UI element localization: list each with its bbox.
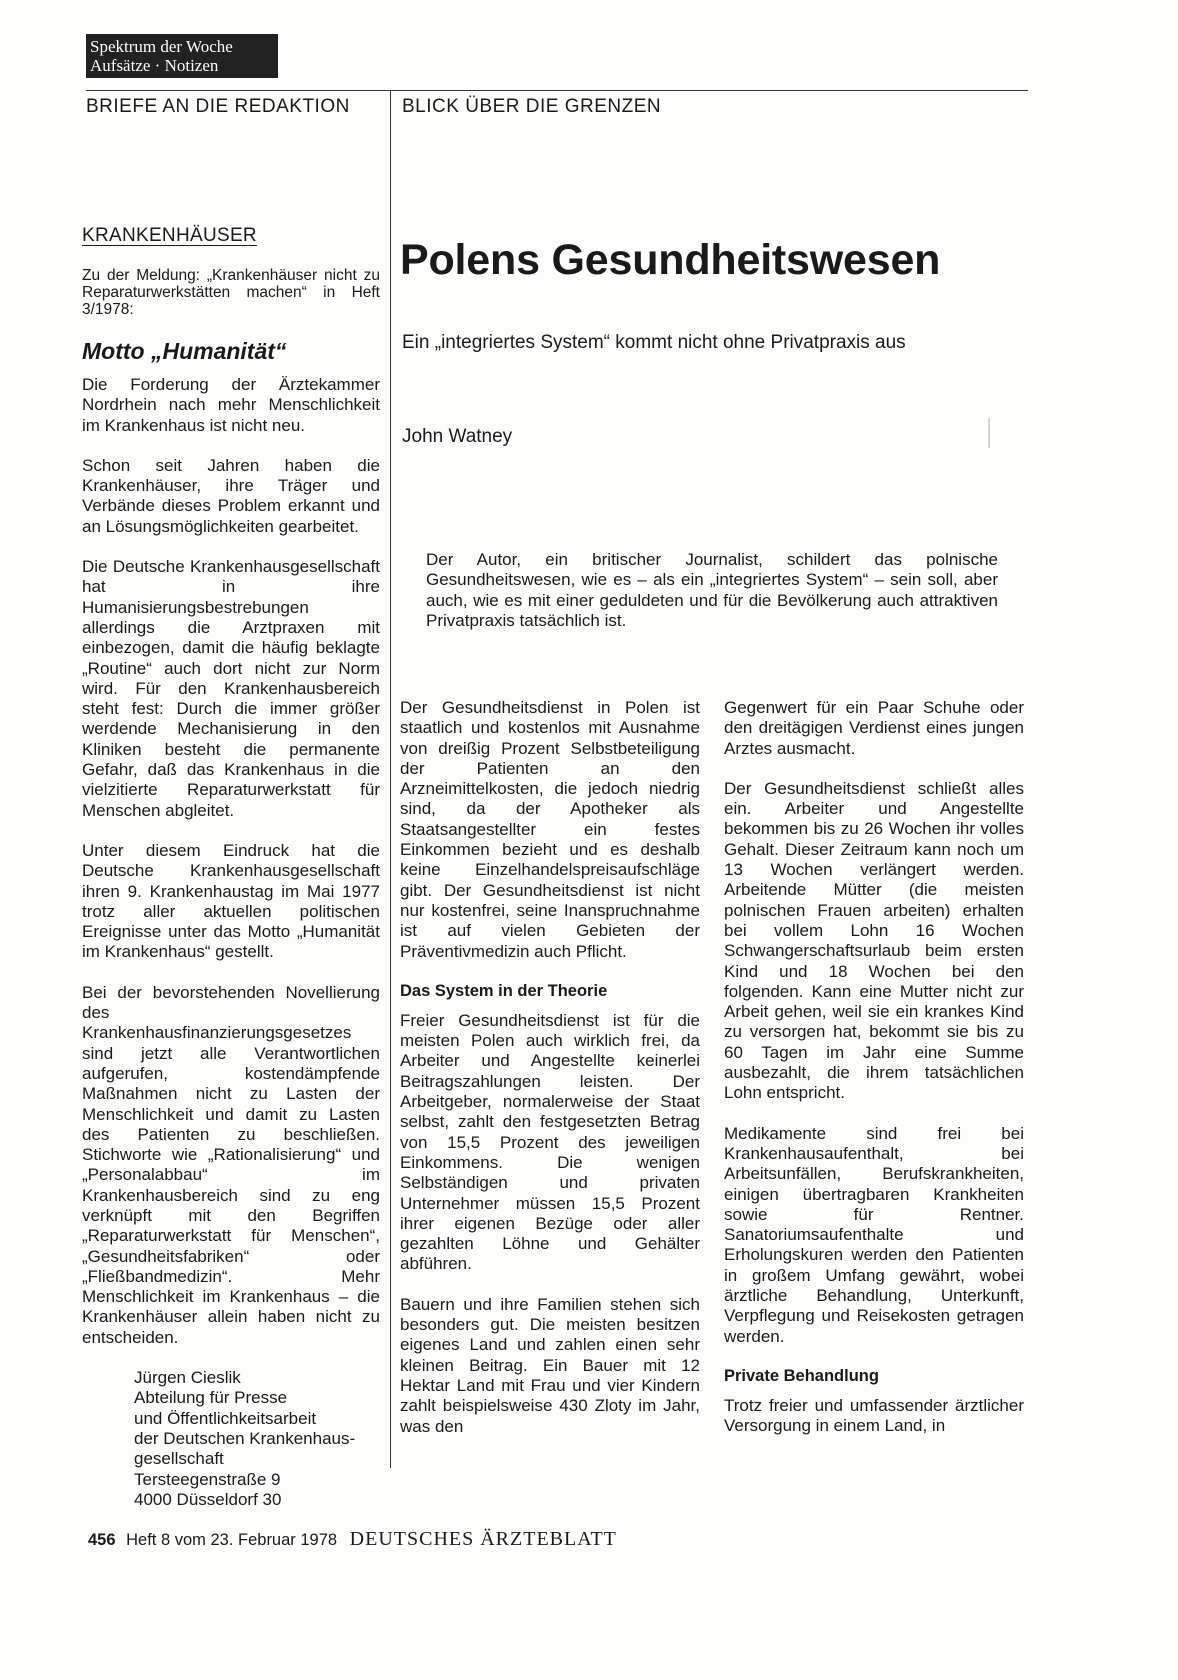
left-section-title: BRIEFE AN DIE REDAKTION [86,96,350,117]
section-header-box [86,34,278,78]
article-author: John Watney [402,426,513,447]
letter-paragraph: Bei der bevorstehenden Novellierung des Krankenhausfinanzierungsgesetzes sind jetzt alle Verantwortlichen aufgerufen, kostendämpfende Maßnahmen nicht zu Lasten der Menschlichkeit und damit zu Lasten des Patienten zu beschließen. Stichworte wie „Rationalisierung“ und „Personalabbau“ im Krankenhausbereich sind zu eng verknüpft mit den Begriffen „Reparaturwerkstatt für Menschen“, „Gesundheitsfabriken“ oder „Fließbandmedizin“. Mehr Menschlichkeit im Krankenhaus – die Krankenhäuser allein haben nicht zu entscheiden. [82,982,380,1347]
page-footer [88,1528,617,1551]
scan-mark [988,418,990,448]
signature-line: und Öffentlichkeitsarbeit [134,1408,317,1428]
article-paragraph: Bauern und ihre Familien stehen sich besonders gut. Die meisten besitzen eigenes Land und zahlen einen sehr kleinen Beitrag. Ein Bauer mit 12 Hektar Land mit Frau und vier Kindern zahlt beispielsweise 430 Zloty im Jahr, was den [400,1294,700,1436]
letter-signature [82,1368,380,1510]
issue-info: Heft 8 vom 23. Februar 1978 [126,1531,338,1549]
article-subtitle: Ein „integriertes System“ kommt nicht ohne Privatpraxis aus [402,332,906,353]
top-divider [86,90,1028,91]
letter-topic: KRANKENHÄUSER [82,225,257,246]
article-paragraph: Gegenwert für ein Paar Schuhe oder den dreitägigen Verdienst eines jungen Arztes ausmacht. [724,698,1024,758]
right-section-title: BLICK ÜBER DIE GRENZEN [402,96,662,117]
letter-paragraph: Schon seit Jahren haben die Krankenhäuser, ihre Träger und Verbände dieses Problem erkannt und an Lösungsmöglichkeiten gearbeitet. [82,455,380,536]
header-line-1: Spektrum der Woche [90,37,233,56]
article-column-1 [400,698,700,1437]
letter-intro: Zu der Meldung: „Krankenhäuser nicht zu Reparaturwerkstätten machen“ in Heft 3/1978: [82,267,380,318]
signature-line: 4000 Düsseldorf 30 [134,1489,282,1509]
article-paragraph: Trotz freier und umfassender ärztlicher Versorgung in einem Land, in [724,1395,1024,1436]
header-line-2: Aufsätze · Notizen [90,56,219,75]
signature-line: Abteilung für Presse [134,1388,288,1408]
article-subheading: Private Behandlung [724,1366,879,1385]
article-paragraph: Der Gesundheitsdienst schließt alles ein. Arbeiter und Angestellte bekommen bis zu 26 Wochen ihr volles Gehalt. Dieser Zeitraum kann noch um 13 Wochen verlängert werden. Arbeitende Mütter (die meisten polnischen Frauen arbeiten) erhalten bei vollem Lohn 16 Wochen Schwangerschaftsurlaub beim ersten Kind und 18 Wochen bei den folgenden. Kann eine Mutter nicht zur Arbeit gehen, weil sie ein krankes Kind zu versorgen hat, bekommt sie bis zu 60 Tagen im Jahr eine Summe ausbezahlt, die ihrem tatsächlichen Lohn entspricht. [724,778,1024,1103]
article-paragraph: Medikamente sind frei bei Krankenhausaufenthalt, bei Arbeitsunfällen, Berufskrankheiten, einigen übertragbaren Krankheiten sowie für Rentner. Sanatoriumsaufenthalte und Erholungskuren werden den Patienten in großem Umfang gewährt, wobei ärztliche Behandlung, Unterkunft, Verpflegung und Reisekosten getragen werden. [724,1123,1024,1346]
letter-paragraph: Die Deutsche Krankenhausgesellschaft hat in ihre Humanisierungsbestrebungen allerdings die Arztpraxen mit einbezogen, damit die häufig beklagte „Routine“ auch dort nicht zur Norm wird. Für den Krankenhausbereich steht fest: Durch die immer größer werdende Mechanisierung in den Kliniken besteht die permanente Gefahr, daß das Krankenhaus in die vielzitierte Reparaturwerkstatt für Menschen abgleitet. [82,557,380,820]
signature-line: Jürgen Cieslik [134,1368,241,1388]
signature-line: der Deutschen Krankenhaus- [134,1428,356,1448]
magazine-name: DEUTSCHES ÄRZTEBLATT [349,1528,617,1550]
signature-line: gesellschaft [134,1449,224,1469]
signature-line: Tersteegenstraße 9 [134,1469,281,1489]
column-divider [390,90,391,1468]
letter-paragraph: Unter diesem Eindruck hat die Deutsche Krankenhausgesellschaft ihren 9. Krankenhaustag im Mai 1977 trotz aller aktuellen politischen Ereignisse unter das Motto „Humanität im Krankenhaus“ gestellt. [82,840,380,962]
letter-column [82,225,380,1510]
article-column-2 [724,698,1024,1437]
letter-paragraph: Die Forderung der Ärztekammer Nordrhein nach mehr Menschlichkeit im Krankenhaus ist nicht neu. [82,375,380,435]
article-headline: Polens Gesundheitswesen [400,236,941,284]
page-number: 456 [88,1531,116,1549]
article-paragraph: Freier Gesundheitsdienst ist für die meisten Polen auch wirklich frei, da Arbeiter und Angestellte keinerlei Beitragszahlungen leisten. Der Arbeitgeber, normalerweise der Staat selbst, zahlt den festgesetzten Betrag von 15,5 Prozent des jeweiligen Einkommens. Die wenigen Selbständigen und privaten Unternehmer müssen 15,5 Prozent ihrer eigenen Bezüge oder aller gezahlten Löhne und Gehälter abführen. [400,1010,700,1274]
article-subheading: Das System in der Theorie [400,981,608,1000]
letter-title: Motto „Humanität“ [82,338,287,364]
article-paragraph: Der Gesundheitsdienst in Polen ist staatlich und kostenlos mit Ausnahme von dreißig Prozent Selbstbeteiligung der Patienten an den Arzneimittelkosten, die jedoch niedrig sind, da der Apotheker als Staatsangestellter ein festes Einkommen bezieht und es deshalb keine Einzelhandelspreisaufschläge gibt. Der Gesundheitsdienst ist nicht nur kostenfrei, seine Inanspruchnahme ist auf vielen Gebieten der Präventivmedizin auch Pflicht. [400,698,700,961]
article-abstract: Der Autor, ein britischer Journalist, schildert das polnische Gesundheitswesen, wie es – als ein „integriertes System“ – sein soll, aber auch, wie es mit einer geduldeten und für die Bevölkerung auch attraktiven Privatpraxis tatsächlich ist. [426,550,998,630]
